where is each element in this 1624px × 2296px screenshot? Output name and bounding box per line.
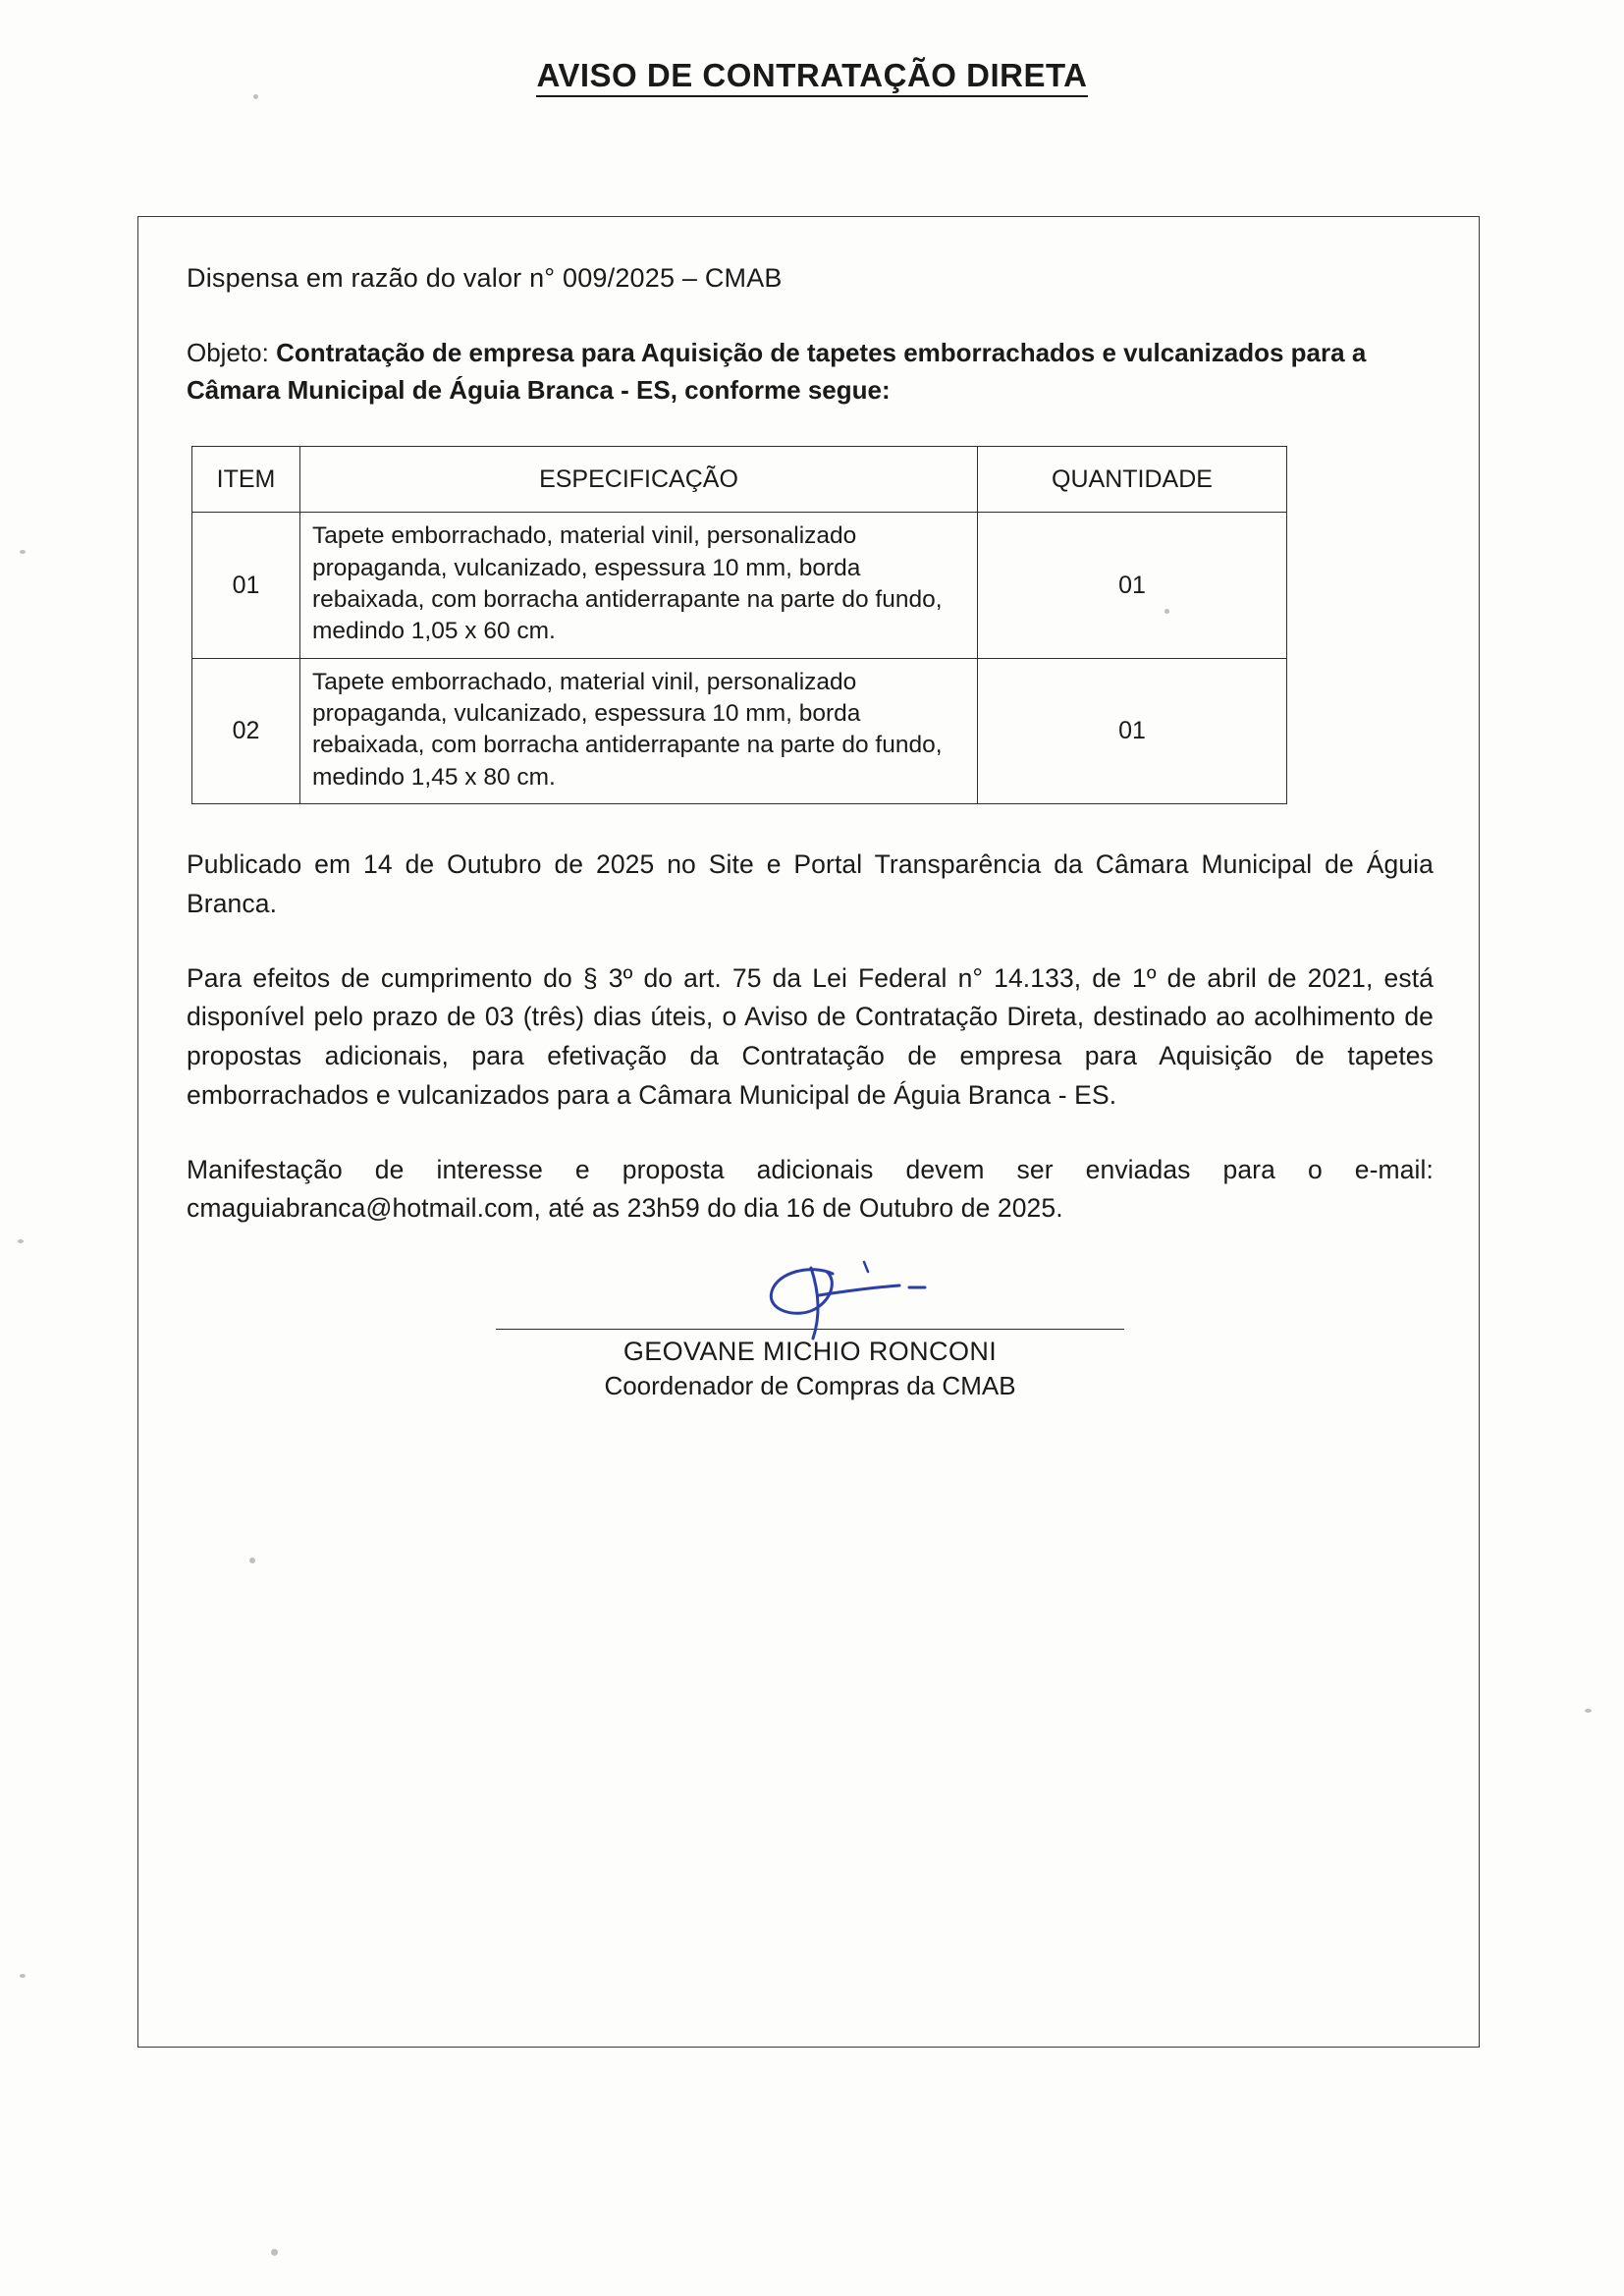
page-title	[0, 57, 1624, 94]
scan-speck	[271, 2249, 278, 2256]
scan-speck	[20, 550, 26, 554]
cell-especificacao: Tapete emborrachado, material vinil, personalizado propaganda, vulcanizado, espessura 10 mm, borda rebaixada, com borracha antiderrapante na parte do fundo, medindo 1,45 x 80 cm.	[300, 658, 978, 803]
column-header-quantidade: QUANTIDADE	[978, 447, 1287, 513]
scan-speck	[253, 94, 258, 99]
cell-item: 02	[192, 658, 300, 803]
table-row	[192, 513, 1287, 658]
cell-item: 01	[192, 513, 300, 658]
scan-speck	[249, 1558, 255, 1563]
document-body	[187, 263, 1434, 1400]
scan-speck	[1164, 609, 1169, 614]
objeto-block	[187, 335, 1434, 409]
signatory-name: GEOVANE MICHIO RONCONI	[623, 1337, 998, 1366]
table-row	[192, 658, 1287, 803]
scan-speck	[18, 1239, 24, 1243]
scan-speck	[1585, 1709, 1592, 1713]
page-title-text: AVISO DE CONTRATAÇÃO DIRETA	[536, 57, 1087, 97]
paragraph-prazo-legal: Para efeitos de cumprimento do § 3º do art. 75 da Lei Federal n° 14.133, de 1º de abril de 2021, está disponível pelo prazo de 03 (três) dias úteis, o Aviso de Contratação Direta, destinado ao acolhimento de propostas adicionais, para efetivação da Contratação de empresa para Aquisição de tapetes emborrachados e vulcanizados para a Câmara Municipal de Águia Branca - ES.	[187, 962, 1434, 1110]
items-table	[191, 446, 1287, 804]
paragraph-contato: Manifestação de interesse e proposta adicionais devem ser enviadas para o e-mail: cmaguiabranca@hotmail.com, até as 23h59 do dia 16 de Outubro de 2025.	[187, 1154, 1434, 1224]
column-header-item: ITEM	[192, 447, 300, 513]
table-header-row	[192, 447, 1287, 513]
signatory-role: Coordenador de Compras da CMAB	[604, 1371, 1016, 1400]
signature-block	[187, 1329, 1434, 1401]
cell-especificacao: Tapete emborrachado, material vinil, personalizado propaganda, vulcanizado, espessura 10 mm, borda rebaixada, com borracha antiderrapante na parte do fundo, medindo 1,05 x 60 cm.	[300, 513, 978, 658]
objeto-label: Objeto:	[187, 338, 269, 367]
dispensa-line: Dispensa em razão do valor n° 009/2025 – CMAB	[187, 263, 783, 293]
paragraph-publicacao: Publicado em 14 de Outubro de 2025 no Site e Portal Transparência da Câmara Municipal de Águia Branca.	[187, 849, 1434, 918]
column-header-especificacao: ESPECIFICAÇÃO	[300, 447, 978, 513]
objeto-text: Contratação de empresa para Aquisição de tapetes emborrachados e vulcanizados para a Câmara Municipal de Águia Branca - ES, conforme segue:	[187, 338, 1367, 405]
cell-quantidade: 01	[978, 658, 1287, 803]
signature-line	[496, 1329, 1124, 1330]
scan-speck	[20, 1974, 26, 1978]
cell-quantidade: 01	[978, 513, 1287, 658]
